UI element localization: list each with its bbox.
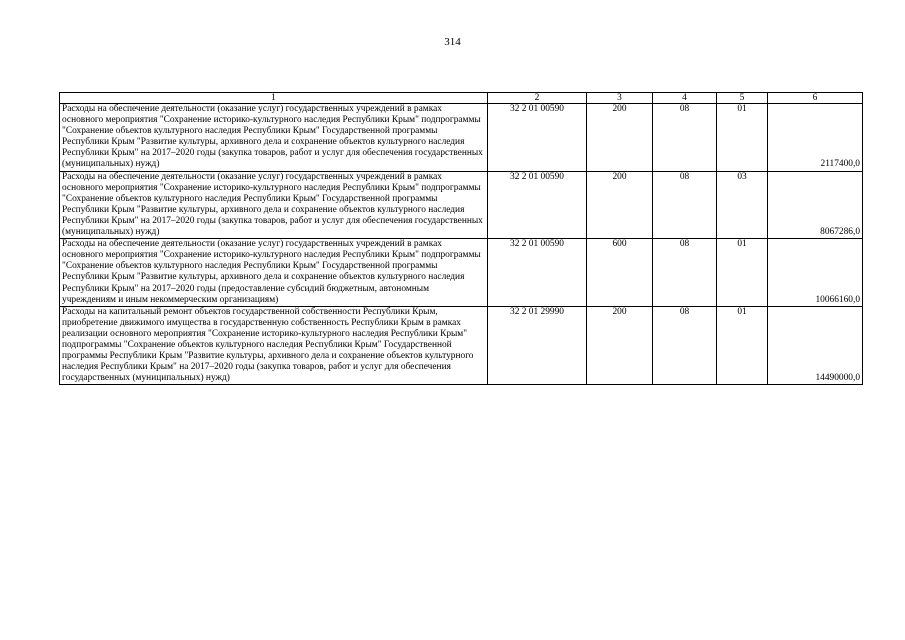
table-row [60,306,863,385]
column-header: 4 [653,93,717,104]
table-row [60,104,863,172]
row-section: 08 [653,239,717,307]
row-amount: 2117400,0 [768,104,863,172]
row-expense-type: 600 [587,239,653,307]
column-header: 2 [488,93,587,104]
row-description: Расходы на обеспечение деятельности (оказание услуг) государственных учреждений в рамках основного мероприятия "Сохранение историко-культурного наследия Республики Крым" подпрограммы "Сохранение объектов культурного наследия Республики Крым" Государственной программы Республики Крым "Развитие культуры, архивного дела и сохранение объектов культурного наследия Республики Крым" на 2017–2020 годы (закупка товаров, работ и услуг для обеспечения государственных (муниципальных) нужд) [60,104,488,172]
table-row [60,171,863,239]
row-subsection: 01 [717,306,768,385]
row-subsection: 01 [717,104,768,172]
row-section: 08 [653,104,717,172]
row-code: 32 2 01 00590 [488,104,587,172]
row-section: 08 [653,171,717,239]
column-header: 5 [717,93,768,104]
column-header: 1 [60,93,488,104]
row-expense-type: 200 [587,104,653,172]
row-description: Расходы на обеспечение деятельности (оказание услуг) государственных учреждений в рамках основного мероприятия "Сохранение историко-культурного наследия Республики Крым" подпрограммы "Сохранение объектов культурного наследия Республики Крым" Государственной программы Республики Крым "Развитие культуры, архивного дела и сохранение объектов культурного наследия Республики Крым" на 2017–2020 годы (закупка товаров, работ и услуг для обеспечения государственных (муниципальных) нужд) [60,171,488,239]
column-header: 3 [587,93,653,104]
row-amount: 14490000,0 [768,306,863,385]
row-section: 08 [653,306,717,385]
column-header: 6 [768,93,863,104]
row-subsection: 03 [717,171,768,239]
table-row [60,239,863,307]
page-number: 314 [444,36,461,48]
row-subsection: 01 [717,239,768,307]
row-amount: 8067286,0 [768,171,863,239]
row-code: 32 2 01 00590 [488,239,587,307]
row-description: Расходы на обеспечение деятельности (оказание услуг) государственных учреждений в рамках основного мероприятия "Сохранение историко-культурного наследия Республики Крым" подпрограммы "Сохранение объектов культурного наследия Республики Крым" Государственной программы Республики Крым "Развитие культуры, архивного дела и сохранение объектов культурного наследия Республики Крым" на 2017–2020 годы (предоставление субсидий бюджетным, автономным учреждениям и иным некоммерческим организациям) [60,239,488,307]
row-amount: 10066160,0 [768,239,863,307]
table-header-row [60,93,863,104]
row-expense-type: 200 [587,171,653,239]
row-description: Расходы на капитальный ремонт объектов государственной собственности Республики Крым, приобретение движимого имущества в государственную собственность Республики Крым в рамках реализации основного мероприятия "Сохранение историко-культурного наследия Республики Крым" подпрограммы "Сохранение объектов культурного наследия Республики Крым" Государственной программы Республики Крым "Развитие культуры, архивного дела и сохранение объектов культурного наследия Республики Крым" на 2017–2020 годы (закупка товаров, работ и услуг для обеспечения государственных (муниципальных) нужд) [60,306,488,385]
row-expense-type: 200 [587,306,653,385]
row-code: 32 2 01 00590 [488,171,587,239]
row-code: 32 2 01 29990 [488,306,587,385]
budget-table [59,92,863,385]
